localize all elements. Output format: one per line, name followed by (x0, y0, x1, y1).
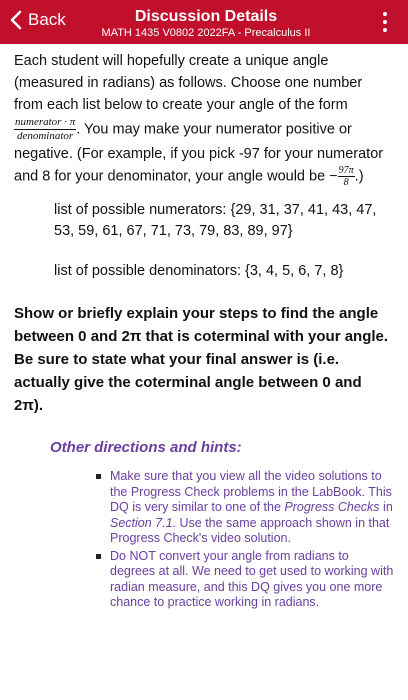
denominators-list: list of possible denominators: {3, 4, 5, 6, 7, 8} (54, 263, 344, 279)
intro-text-2: . You may make your numerator positive or negative. (For example, if you pick -97 for your numerator and 8 for your denominator, your angle would be (14, 121, 384, 185)
example-end: .) (354, 168, 364, 185)
intro-text-1: Each student will hopefully create a unique angle (measured in radians) as follows. Choose one number from each list below to create your angle of the form (14, 53, 363, 113)
more-options-icon[interactable] (382, 12, 388, 34)
angle-form-fraction (14, 116, 76, 143)
back-button[interactable] (10, 10, 66, 30)
back-label: Back (28, 10, 66, 29)
header-bar (0, 0, 408, 44)
hint1-text-b: Progress Checks (284, 500, 380, 514)
hint1-text-c: in (379, 500, 393, 514)
instructions-text: Show or briefly explain your steps to find the angle between 0 and 2π that is coterminal with your angle. Be sure to state what your final answer is (i.e. actually give the coterminal angle between 0 and 2π). (14, 305, 389, 414)
title-block (86, 7, 326, 40)
hints-list (14, 469, 394, 611)
hint1-text-e: . Use the same approach shown in that Progress Check's video solution. (110, 515, 390, 545)
fraction-numerator: numerator · π (15, 116, 76, 128)
hint1-text-d: Section 7.1 (110, 515, 173, 530)
example-sign: − (329, 168, 338, 185)
hints-heading: Other directions and hints: (50, 439, 242, 456)
chevron-left-icon (10, 10, 22, 30)
hint-item-radians: Do NOT convert your angle from radians to degrees at all. We need to get used to working with radian measure, and this DQ gives you one more chance to practice working in radians. (110, 548, 394, 609)
numerators-list: list of possible numerators: {29, 31, 37, 41, 43, 47, 53, 59, 61, 67, 71, 73, 79, 83, 89, 97} (54, 202, 377, 239)
hint-item-video-solutions (110, 469, 394, 547)
fraction-denominator: denominator (16, 130, 74, 142)
example-numerator: 97π (338, 165, 354, 176)
discussion-body (14, 50, 394, 613)
page-title: Discussion Details (134, 8, 278, 25)
example-fraction (338, 165, 355, 188)
course-subtitle: MATH 1435 V0802 2022FA - Precalculus II (101, 27, 311, 39)
hint1-text-a: Make sure that you view all the video solutions to the Progress Check problems in the LabBook. This DQ is very similar to one of the (110, 469, 392, 514)
intro-paragraph (14, 50, 394, 188)
example-denominator: 8 (343, 177, 349, 188)
